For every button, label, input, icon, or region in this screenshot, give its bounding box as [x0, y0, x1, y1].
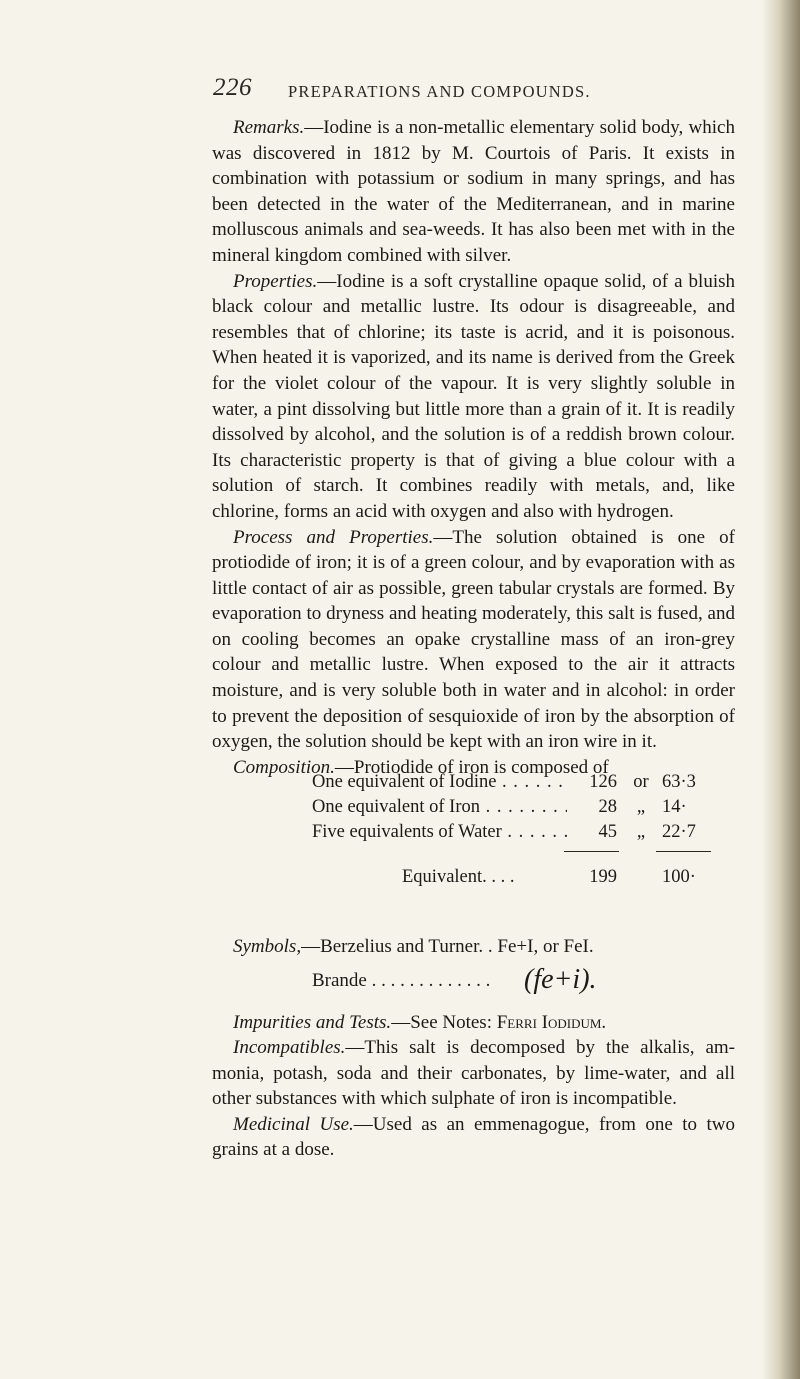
row-conjunction: or — [633, 772, 649, 792]
row-label: One equivalent of Iodine . . . — [312, 772, 567, 793]
impurities-label: Impurities and Tests. — [233, 1012, 392, 1033]
row-conjunction: „ — [636, 822, 646, 842]
symbols-section — [212, 936, 752, 1004]
sum-rule — [656, 851, 711, 852]
row-label: One equivalent of Iron . . . — [312, 797, 567, 818]
medicinal-use-text: —Used as an emmenagogue, from one to two grains at a dose. — [212, 1113, 736, 1161]
tail-text — [212, 1010, 735, 1162]
process-text: —The solution obtained is one of protiodide of iron; it is of a green colour, and by evaporation with as little contact of air as possible, green tabular crystals are formed. By evaporation to dryness and heating moderately, this salt is fused, and on cooling becomes an opake crystalline mass of an iron-grey colour and metallic lustre. When exposed to the air it attracts moisture, and is very soluble both in water and in alcohol: in order to prevent the deposition of sesquioxide of iron by the absorption of oxygen, the solution should be kept with an iron wire in it. — [212, 526, 735, 753]
symbols-text: —Berzelius and Turner. . Fe+I, or FeI. — [301, 936, 594, 957]
medicinal-use-label: Medicinal Use. — [233, 1113, 354, 1135]
process-label: Process and Properties. — [233, 526, 434, 548]
row-value: 45 — [598, 822, 617, 842]
row-percent: 63·3 — [662, 772, 696, 792]
page-header — [0, 74, 800, 114]
total-row — [212, 867, 742, 892]
row-value: 126 — [589, 772, 617, 792]
symbols-line — [233, 936, 594, 958]
impurities-text: —See Notes: — [391, 1012, 497, 1033]
running-head: PREPARATIONS AND COMPOUNDS. — [288, 82, 591, 101]
page-number: 226 — [213, 74, 252, 101]
remarks-label: Remarks. — [233, 117, 305, 138]
row-value: 28 — [598, 797, 617, 817]
composition-text: —Protiodide of iron is composed of — [334, 756, 609, 778]
body-text — [212, 115, 735, 780]
medicinal-use-paragraph — [212, 1112, 735, 1163]
symbols-label: Symbols, — [233, 936, 302, 957]
total-label: Equivalent. . . . — [402, 867, 515, 887]
row-label: Five equivalents of Water . . . — [312, 822, 567, 843]
composition-table — [212, 772, 742, 887]
impurities-paragraph — [212, 1010, 735, 1035]
sum-rule — [564, 851, 619, 852]
properties-label: Properties. — [233, 270, 318, 292]
composition-label: Composition. — [233, 756, 335, 778]
impurities-reference: Ferri Iodidum. — [496, 1012, 607, 1033]
page-edge-shadow — [762, 0, 800, 1379]
brande-label: Brande . . . . . . . . . . . . . — [312, 970, 491, 991]
incompatibles-paragraph — [212, 1035, 735, 1111]
brande-formula: (fe+i). — [524, 964, 597, 995]
row-percent: 14· — [662, 797, 687, 817]
brande-row — [212, 964, 752, 1004]
total-percent: 100· — [662, 867, 696, 887]
symbols-row — [212, 936, 752, 970]
row-percent: 22·7 — [662, 822, 696, 842]
incompatibles-label: Incompatibles. — [233, 1037, 346, 1059]
process-paragraph — [212, 525, 735, 755]
table-row — [212, 772, 742, 797]
remarks-text: —Iodine is a non-metallic elementary solid body, which was discovered in 1812 by M. Courtois of Paris. It exists in combination with potassium or sodium in many springs, and has been detected in the water of the Mediterranean, and in marine molluscous animals and sea-weeds. It has also been met with in the mineral kingdom combined with silver. — [212, 117, 735, 266]
properties-text: —Iodine is a soft crystalline opaque solid, of a bluish black colour and metallic lustre. Its odour is disagreeable, and resembles that of chlorine; its taste is acrid, and it is poisonous. When heated it is vaporized, and its name is derived from the Greek for the violet colour of the vapour. It is very slightly soluble in water, a pint dissolving but little more than a grain of it. It is readily dissolved by alcohol, and the solution is of a reddish brown colour. Its characteristic property is that of giving a blue colour with a solution of starch. It combines readily with metals, and, like chlorine, forms an acid with oxygen and also with hydrogen. — [212, 270, 735, 522]
table-row — [212, 822, 742, 847]
table-row — [212, 797, 742, 822]
total-value: 199 — [589, 867, 617, 887]
incompatibles-text: —This salt is decomposed by the alkalis, ammonia, potash, soda and their carbonates, by lime-water, and all other substances with which sulphate of iron is incompatible. — [212, 1037, 735, 1110]
row-conjunction: „ — [636, 797, 646, 817]
properties-paragraph — [212, 269, 735, 525]
remarks-paragraph — [212, 115, 735, 269]
